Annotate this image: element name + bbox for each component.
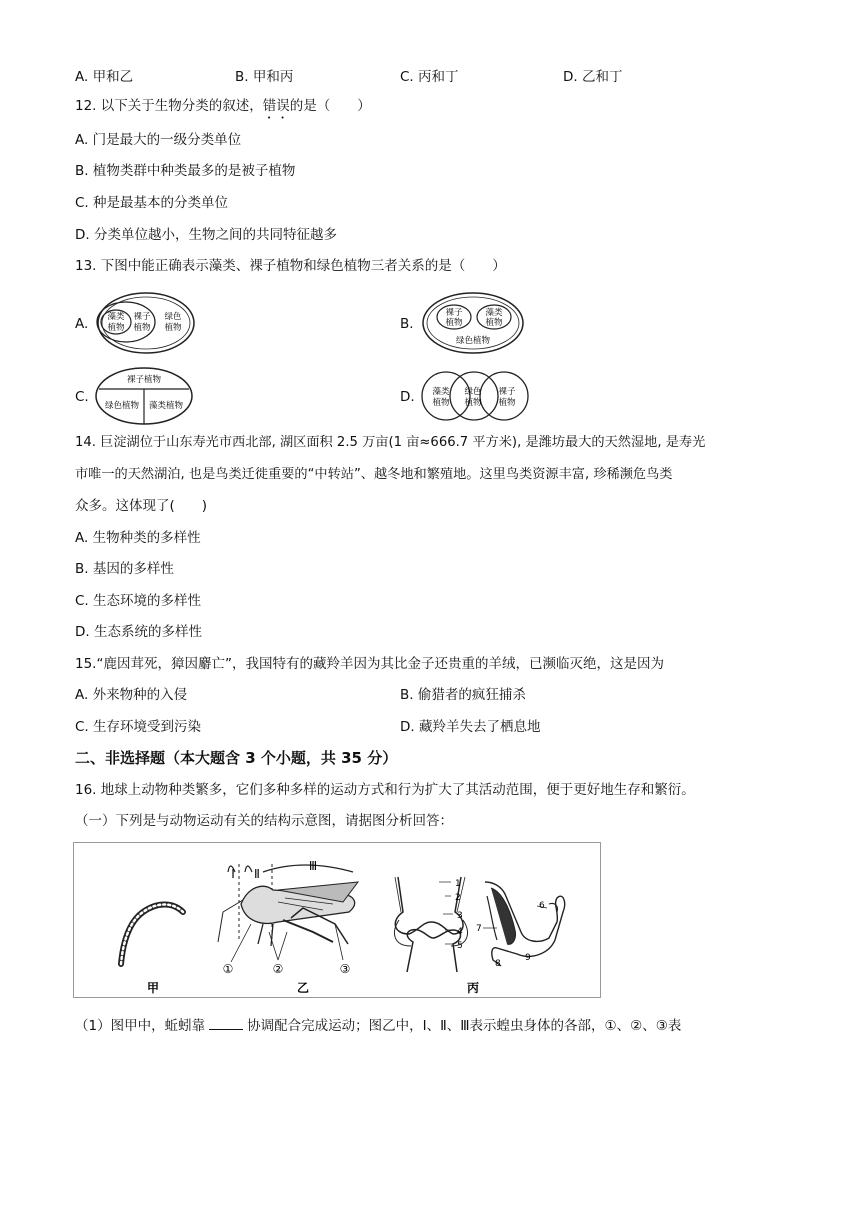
arm-drawing [483,882,565,966]
q12-option-b: B. 植物类群中种类最多的是被子植物 [75,163,296,179]
q13-option-a-letter: A. [75,316,89,332]
q16-sub1-before: （1）图甲中，蚯蚓靠 [75,1018,206,1034]
q13c-green: 绿色植物 [104,401,140,411]
q13-option-b-letter: B. [400,316,414,332]
section-iii: Ⅲ [308,859,318,873]
q12-option-c: C. 种是最基本的分类单位 [75,195,229,211]
q11-option-c: C. 丙和丁 [400,69,459,85]
q12-option-d: D. 分类单位越小，生物之间的共同特征越多 [75,227,337,243]
q15-option-b: B. 偷猎者的疯狂捕杀 [400,687,526,703]
q14-stem-line1: 14. 巨淀湖位于山东寿光市西北部, 湖区面积 2.5 万亩(1 亩≈666.7 平方米), 是潍坊最大的天然湿地, 是寿光 [75,435,706,450]
num-6: 6 [539,901,545,911]
q11-option-b: B. 甲和丙 [235,69,294,85]
q12-option-a: A. 门是最大的一级分类单位 [75,132,242,148]
q13d-green-l2: 植物 [464,398,482,408]
q13a-gymno-l2: 植物 [133,323,151,333]
q15-option-a: A. 外来物种的入侵 [75,687,188,703]
circled-2: ② [272,962,284,976]
q13a-green-l2: 植物 [164,323,182,333]
q16-sub1-after: 协调配合完成运动；图乙中，Ⅰ、Ⅱ、Ⅲ表示蝗虫身体的各部，①、②、③表 [247,1018,682,1034]
q16-stem: 16. 地球上动物种类繁多，它们多种多样的运动方式和行为扩大了其活动范围，便于更好地生存和繁衍。 [75,782,695,798]
q16-figure [73,842,601,998]
section-i: Ⅰ [231,867,235,881]
q13b-algae-l2: 植物 [485,318,503,328]
num-3: 3 [457,911,463,921]
q15-option-d: D. 藏羚羊失去了栖息地 [400,719,541,735]
q14-option-c: C. 生态环境的多样性 [75,593,202,609]
num-4: 4 [457,927,463,937]
q13-stem: 13. 下图中能正确表示藻类、裸子植物和绿色植物三者关系的是（ ） [75,258,506,274]
q16-part1: （一）下列是与动物运动有关的结构示意图，请据图分析回答： [75,813,453,829]
q13-diagram-d [421,366,531,426]
q14-option-b: B. 基因的多样性 [75,561,174,577]
num-1: 1 [455,879,461,889]
q13b-green: 绿色植物 [455,336,491,346]
earthworm-drawing [121,905,183,965]
q13d-gymno-l1: 裸子 [498,387,516,397]
circled-3: ③ [339,962,351,976]
q13c-algae: 藻类植物 [148,401,184,411]
q13a-algae-l1: 藻类 [107,312,125,322]
q13b-algae-l1: 藻类 [485,308,503,318]
q13d-algae-l2: 植物 [432,398,450,408]
caption-jia: 甲 [146,981,160,995]
q11-option-d: D. 乙和丁 [563,69,623,85]
q12-stem [75,97,371,122]
q13a-gymno-l1: 裸子 [133,312,151,322]
num-8: 8 [495,959,501,969]
q15-stem: 15.“鹿因茸死，獐因麝亡”，我国特有的藏羚羊因为其比金子还贵重的羊绒，已濒临灭绝，这是因为 [75,656,664,672]
num-9: 9 [525,953,531,963]
q13d-gymno-l2: 植物 [498,398,516,408]
q14-option-d: D. 生态系统的多样性 [75,624,202,640]
q14-option-a: A. 生物种类的多样性 [75,530,201,546]
q12-stem-after: 的是（ ） [289,98,371,114]
q13b-gymno-l2: 植物 [445,318,463,328]
circled-1: ① [222,962,234,976]
q13c-gymno: 裸子植物 [126,375,162,385]
q13-diagram-a [96,290,196,356]
section-title: 二、非选择题（本大题含 3 个小题，共 35 分） [75,749,398,767]
q12-stem-emphasis: 错误 [262,98,290,114]
grasshopper-drawing [218,864,358,962]
num-7: 7 [476,924,482,934]
q13-diagram-c [94,366,194,426]
q11-option-a: A. 甲和乙 [75,69,134,85]
q14-stem-line2: 市唯一的天然湖泊, 也是鸟类迁徙重要的“中转站”、越冬地和繁殖地。这里鸟类资源丰富, 珍稀濒危鸟类 [75,467,673,482]
q13d-green-l1: 绿色 [464,387,482,397]
q13a-green-l1: 绿色 [164,312,182,322]
q16-sub1 [75,1015,681,1035]
q15-option-c: C. 生存环境受到污染 [75,719,202,735]
q13d-algae-l1: 藻类 [432,387,450,397]
q13-option-d-letter: D. [400,389,415,405]
q13-option-c-letter: C. [75,389,89,405]
q13-diagram-b [421,290,525,356]
joint-drawing [395,877,468,972]
caption-yi: 乙 [296,981,310,995]
num-2: 2 [455,893,461,903]
section-ii: Ⅱ [254,867,260,881]
q14-stem-line3: 众多。这体现了( ) [75,498,208,514]
q13b-gymno-l1: 裸子 [445,308,463,318]
caption-bing: 丙 [466,981,480,995]
q12-stem-before: 12. 以下关于生物分类的叙述， [75,98,263,114]
num-5: 5 [457,941,463,951]
answer-blank[interactable] [209,1015,243,1030]
q13a-algae-l2: 植物 [107,323,125,333]
